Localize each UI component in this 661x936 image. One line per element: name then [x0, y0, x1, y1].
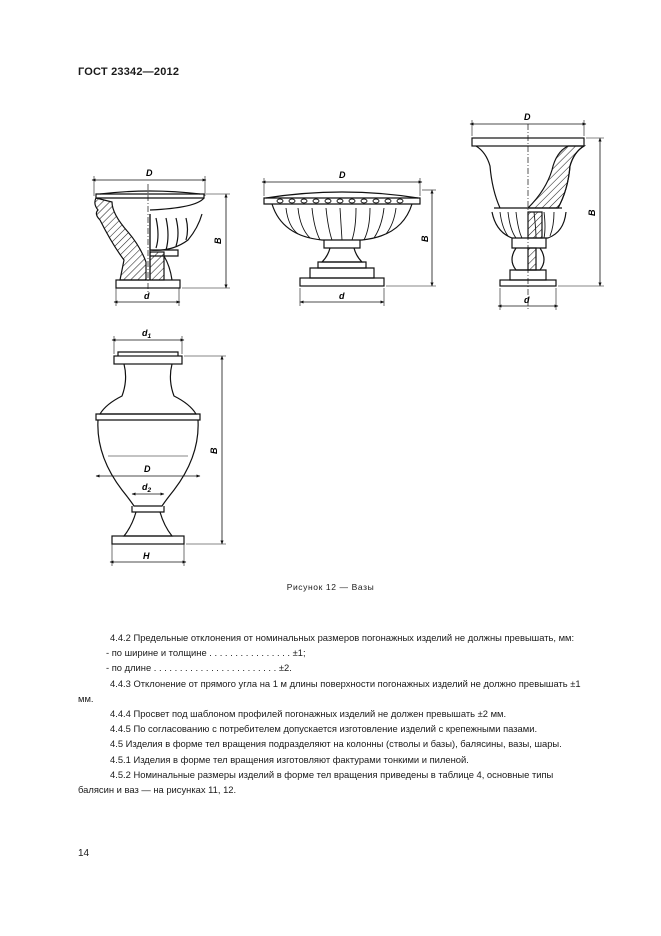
paragraph-4-5-1: 4.5.1 Изделия в форме тел вращения изготовляют фактурами тонкими и пиленой.	[110, 753, 469, 765]
vase-2-drawing	[262, 178, 436, 306]
paragraph-4-4-4: 4.4.4 Просвет под шаблоном профилей погонажных изделий не должен превышать ±2 мм.	[110, 708, 507, 720]
vase-1-dim-B: B	[213, 237, 223, 244]
paragraph-4-4-2: 4.4.2 Предельные отклонения от номинальных размеров погонажных изделий не должны превышать, мм:	[110, 632, 575, 643]
vase-3-dim-d: d	[524, 295, 530, 305]
vase-2-dim-B: B	[420, 235, 430, 242]
vase-4-dim-B: B	[209, 447, 219, 454]
vase-4-dim-d1: $d_1$	[142, 328, 152, 340]
document-header: ГОСТ 23342—2012	[78, 66, 180, 78]
vase-4-dim-H: H	[143, 551, 150, 561]
vase-1-dim-d: d	[144, 291, 150, 301]
paragraph-4-5: 4.5 Изделия в форме тел вращения подразделяют на колонны (стволы и базы), балясины, вазы, шары.	[110, 738, 562, 750]
vase-4-dim-d2: $d_2$	[142, 482, 152, 494]
vase-4-dim-D: D	[144, 464, 151, 474]
paragraph-4-5-2: 4.5.2 Номинальные размеры изделий в форме тел вращения приведены в таблице 4, основные типы балясин и ваз — на рисунках 11, 12.	[78, 768, 554, 796]
vase-2-dim-D: D	[339, 170, 346, 180]
vase-3-dim-B: B	[587, 209, 597, 216]
figure-caption: Рисунок 12 — Вазы	[286, 582, 375, 592]
vase-2-dim-d: d	[339, 291, 345, 301]
vase-1-drawing	[92, 176, 230, 306]
vase-4-drawing	[96, 336, 226, 566]
vase-1-dim-D: D	[146, 168, 153, 178]
vase-3-dim-D: D	[524, 112, 531, 122]
list-item-length: - по длине . . . . . . . . . . . . . . . . . . . . . . . . ±2.	[106, 662, 292, 674]
body-text	[78, 630, 586, 797]
paragraph-4-4-5: 4.4.5 По согласованию с потребителем допускается изготовление изделий с крепежными пазами.	[110, 723, 538, 735]
vase-3-drawing	[470, 120, 604, 310]
page-number: 14	[78, 848, 90, 859]
paragraph-4-4-3: 4.4.3 Отклонение от прямого угла на 1 м длины поверхности погонажных изделий не должно превышать ±1 мм.	[78, 677, 581, 704]
list-item-width: - по ширине и толщине . . . . . . . . . . . . . . . . ±1;	[106, 647, 306, 659]
